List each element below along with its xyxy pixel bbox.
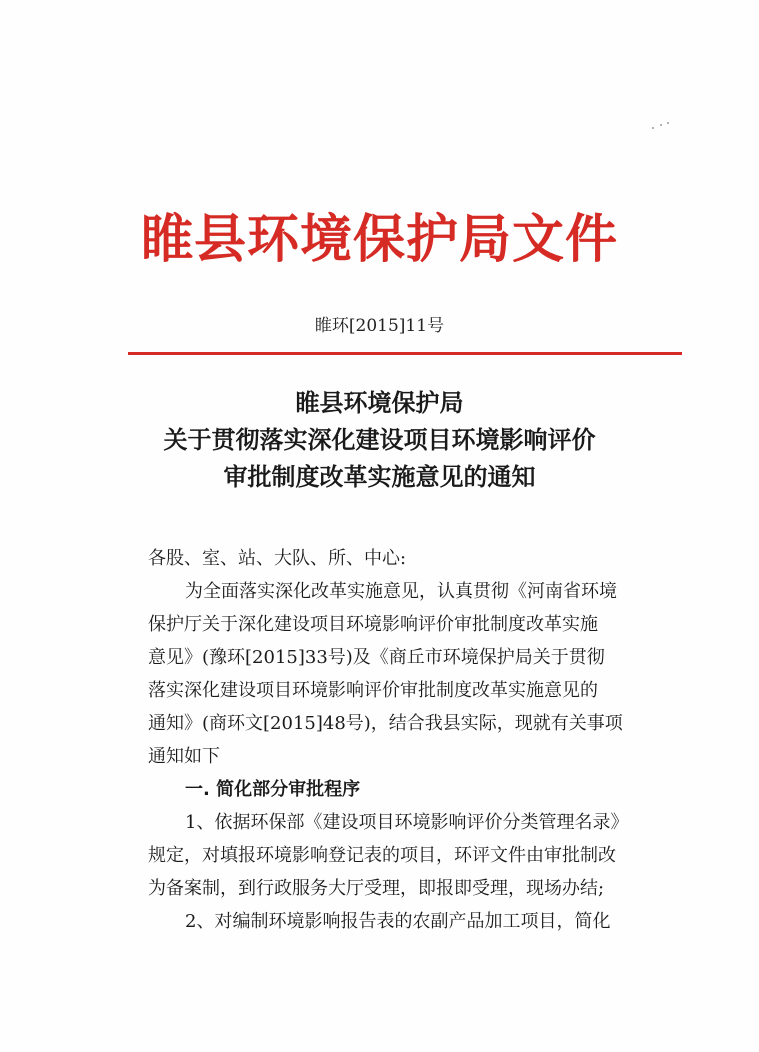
section-heading: 一. 简化部分审批程序 xyxy=(185,779,361,800)
document-number: 睢环[2015]11号 xyxy=(314,316,445,336)
issuer-title: 睢县环境保护局文件 xyxy=(140,209,618,270)
body-line: 2、对编制环境影响报告表的农副产品加工项目，简化 xyxy=(185,911,611,932)
red-divider-line xyxy=(128,352,682,355)
body-line: 为备案制，到行政服务大厅受理，即报即受理，现场办结; xyxy=(148,878,605,899)
notice-title xyxy=(0,384,759,495)
salutation: 各股、室、站、大队、所、中心: xyxy=(148,548,407,569)
body-line: 为全面落实深化改革实施意见，认真贯彻《河南省环境 xyxy=(185,581,617,602)
body-line: 通知如下 xyxy=(148,746,220,767)
scan-speck xyxy=(652,127,654,129)
notice-title-line: 睢县环境保护局 xyxy=(295,388,464,417)
scan-speck xyxy=(660,124,662,126)
notice-title-line: 关于贯彻落实深化建设项目环境影响评价 xyxy=(163,425,596,454)
body-line: 通知》(商环文[2015]48号)，结合我县实际，现就有关事项 xyxy=(148,713,623,734)
body-line: 1、依据环保部《建设项目环境影响评价分类管理名录》 xyxy=(185,812,629,833)
body-line: 意见》(豫环[2015]33号)及《商丘市环境保护局关于贯彻 xyxy=(148,647,605,668)
document-body xyxy=(148,542,693,938)
scan-speck xyxy=(667,122,669,124)
body-line: 落实深化建设项目环境影响评价审批制度改革实施意见的 xyxy=(148,680,598,701)
body-line: 保护厅关于深化建设项目环境影响评价审批制度改革实施 xyxy=(148,614,598,635)
body-line: 规定，对填报环境影响登记表的项目，环评文件由审批制改 xyxy=(148,845,616,866)
notice-title-line: 审批制度改革实施意见的通知 xyxy=(223,462,536,491)
